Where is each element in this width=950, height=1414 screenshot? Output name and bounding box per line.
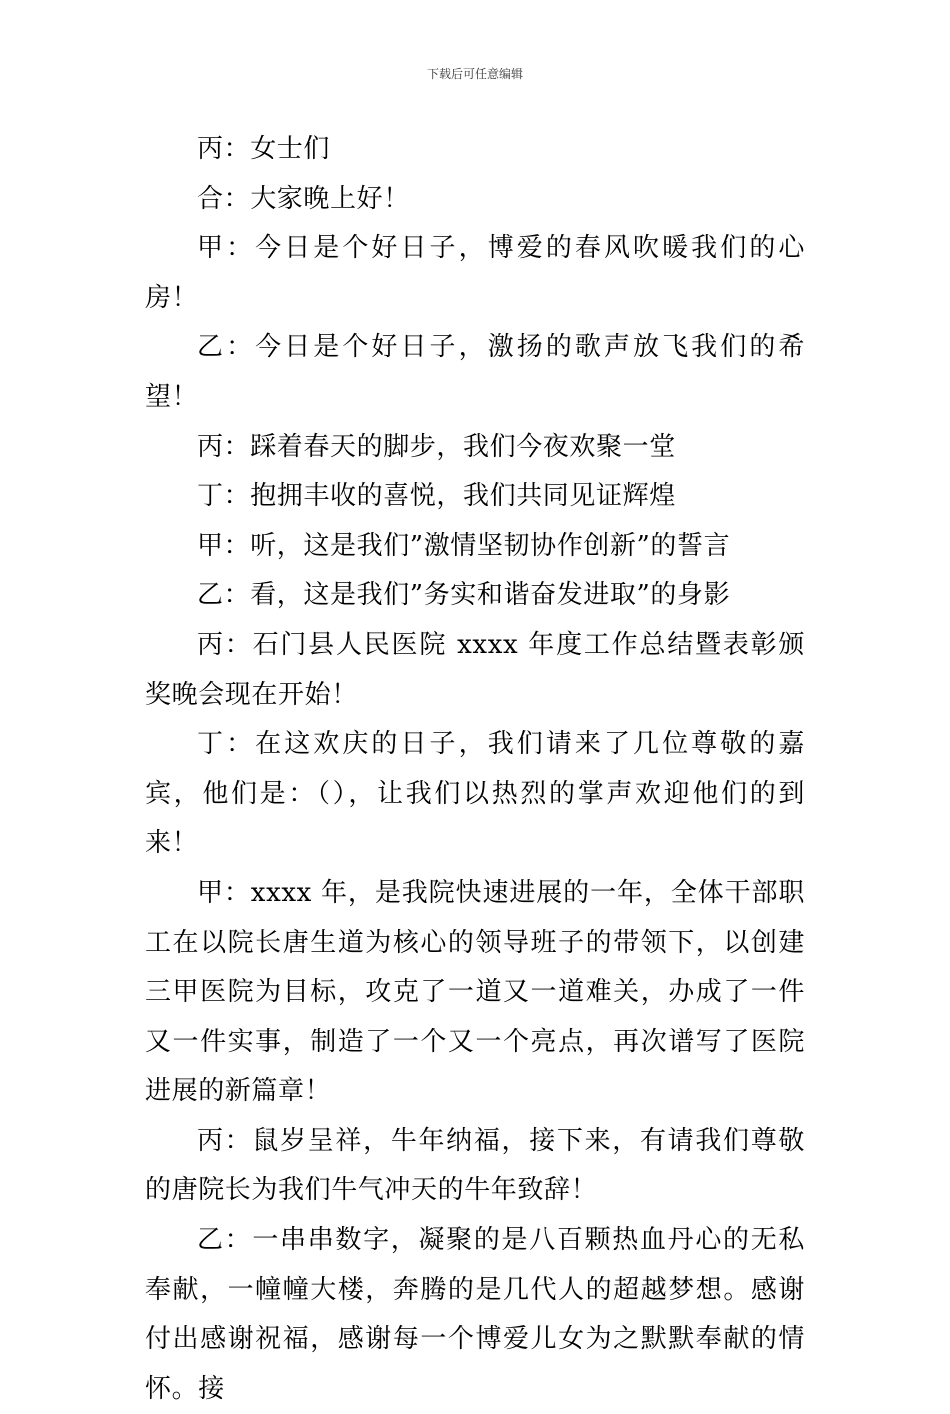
- paragraph: 合：大家晚上好！: [197, 183, 410, 214]
- paragraph: 乙：看，这是我们”务实和谐奋发进取”的身影: [197, 580, 731, 611]
- paragraph: 丁：在这欢庆的日子，我们请来了几位尊敬的嘉宾，他们是：（），让我们以热烈的掌声欢迎他们的到来！: [145, 729, 805, 859]
- paragraph: 丙：踩着春天的脚步，我们今夜欢聚一堂: [197, 431, 676, 462]
- paragraph: 乙：今日是个好日子，激扬的歌声放飞我们的希望！: [145, 332, 805, 412]
- paragraph: 丙：石门县人民医院 xxxx 年度工作总结暨表彰颁奖晚会现在开始！: [145, 629, 805, 710]
- paragraph: 丙：女士们: [197, 134, 331, 164]
- paragraph: 丙：鼠岁呈祥，牛年纳福，接下来，有请我们尊敬的唐院长为我们牛气冲天的牛年致辞！: [145, 1125, 805, 1206]
- paragraph: 甲：今日是个好日子，博爱的春风吹暖我们的心房！: [145, 233, 805, 313]
- document-body: [145, 125, 805, 1414]
- paragraph: 丁：抱拥丰收的喜悦，我们共同见证辉煌: [197, 481, 676, 512]
- paragraph: 乙：一串串数字，凝聚的是八百颗热血丹心的无私奉献，一幢幢大楼，奔腾的是几代人的超越梦想。感谢付出感谢祝福，感谢每一个博爱儿女为之默默奉献的情怀。接: [145, 1225, 805, 1404]
- paragraph: 甲：xxxx 年，是我院快速进展的一年，全体干部职工在以院长唐生道为核心的领导班子的带领下，以创建三甲医院为目标，攻克了一道又一道难关，办成了一件又一件实事，制造了一个又一个亮点，再次谱写了医院进展的新篇章！: [145, 877, 805, 1107]
- page-header: 下载后可任意编辑: [426, 67, 523, 81]
- paragraph: 甲：听，这是我们”激情坚韧协作创新”的誓言: [197, 530, 731, 561]
